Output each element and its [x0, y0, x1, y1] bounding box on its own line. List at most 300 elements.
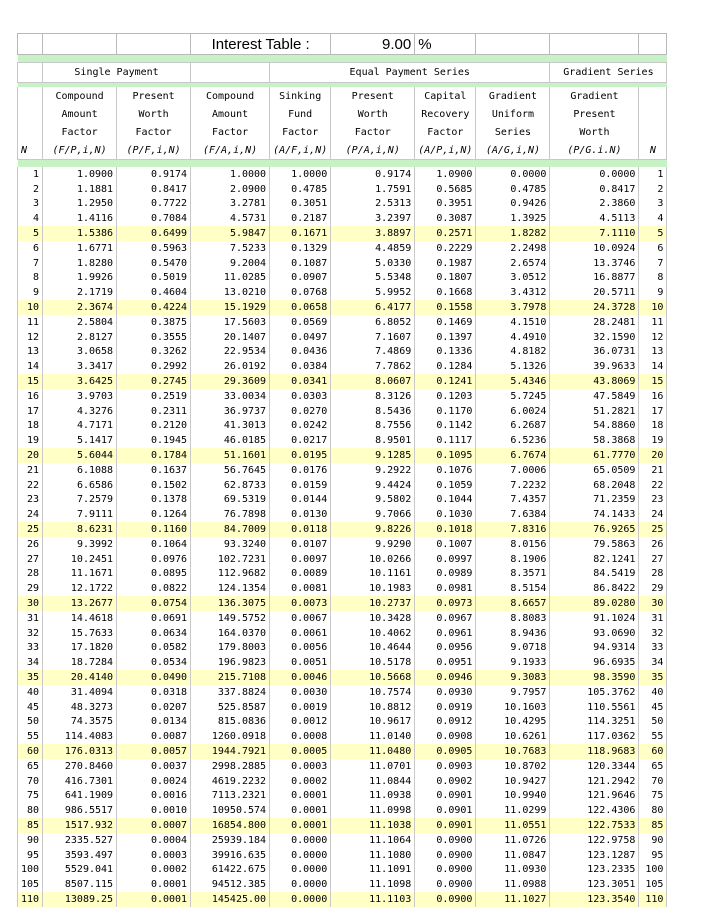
row-n: 110	[18, 892, 43, 907]
row-n: 80	[18, 803, 43, 818]
factor-cell: 7.0006	[476, 463, 550, 478]
factor-cell: 0.1397	[415, 330, 476, 345]
factor-cell: 123.2335	[550, 862, 639, 877]
factor-cell: 0.3875	[117, 315, 191, 330]
factor-cell: 0.8417	[550, 182, 639, 197]
factor-cell: 7.8316	[476, 522, 550, 537]
factor-cell: 93.0690	[550, 626, 639, 641]
column-header-l1: Present	[117, 87, 191, 105]
factor-cell: 1.0000	[191, 167, 270, 182]
factor-cell: 7.1607	[331, 330, 415, 345]
factor-cell: 0.1502	[117, 478, 191, 493]
factor-cell: 0.2519	[117, 389, 191, 404]
factor-cell: 7.1110	[550, 226, 639, 241]
factor-cell: 10.2451	[43, 552, 117, 567]
factor-cell: 11.0930	[476, 862, 550, 877]
factor-cell: 0.0900	[415, 892, 476, 907]
row-n-right: 21	[639, 463, 667, 478]
factor-cell: 6.1088	[43, 463, 117, 478]
factor-cell: 0.0582	[117, 641, 191, 656]
factor-cell: 2.1719	[43, 285, 117, 300]
table-row	[18, 507, 667, 522]
row-n: 105	[18, 877, 43, 892]
row-n: 18	[18, 419, 43, 434]
table-row	[18, 729, 667, 744]
column-header-l1: Compound	[43, 87, 117, 105]
factor-cell: 0.0005	[270, 744, 331, 759]
hdr-n-blank	[18, 105, 43, 123]
factor-cell: 7.7862	[331, 359, 415, 374]
factor-cell: 0.0097	[270, 552, 331, 567]
factor-cell: 47.5849	[550, 389, 639, 404]
factor-cell: 16.8877	[550, 271, 639, 286]
column-header-l1: Gradient	[550, 87, 639, 105]
title-blank-2	[117, 34, 191, 55]
column-header-l3: Factor	[270, 123, 331, 141]
factor-cell: 1.7591	[331, 182, 415, 197]
factor-cell: 11.0285	[191, 271, 270, 286]
column-header-notation: (A/F,i,N)	[270, 141, 331, 160]
row-n-right: 15	[639, 374, 667, 389]
row-n-right: 16	[639, 389, 667, 404]
table-row	[18, 581, 667, 596]
factor-cell: 8.6657	[476, 596, 550, 611]
factor-cell: 0.0000	[270, 892, 331, 907]
factor-cell: 1.1881	[43, 182, 117, 197]
factor-cell: 0.3087	[415, 211, 476, 226]
factor-cell: 0.0384	[270, 359, 331, 374]
factor-cell: 164.0370	[191, 626, 270, 641]
factor-cell: 0.0901	[415, 818, 476, 833]
factor-cell: 11.0299	[476, 803, 550, 818]
table-row	[18, 655, 667, 670]
row-n: 3	[18, 197, 43, 212]
row-n-right: 17	[639, 404, 667, 419]
factor-cell: 0.0534	[117, 655, 191, 670]
row-n: 5	[18, 226, 43, 241]
column-header-notation: (F/A,i,N)	[191, 141, 270, 160]
factor-cell: 0.0341	[270, 374, 331, 389]
factor-cell: 0.9174	[117, 167, 191, 182]
factor-cell: 0.0981	[415, 581, 476, 596]
row-n-right: 2	[639, 182, 667, 197]
factor-cell: 525.8587	[191, 700, 270, 715]
factor-cell: 36.0731	[550, 345, 639, 360]
factor-cell: 114.3251	[550, 714, 639, 729]
factor-cell: 10.1161	[331, 567, 415, 582]
factor-cell: 0.5019	[117, 271, 191, 286]
factor-cell: 0.0081	[270, 581, 331, 596]
factor-cell: 0.0061	[270, 626, 331, 641]
factor-cell: 0.2992	[117, 359, 191, 374]
factor-cell: 2.8127	[43, 330, 117, 345]
row-n-right: 31	[639, 611, 667, 626]
row-n: 16	[18, 389, 43, 404]
row-n: 22	[18, 478, 43, 493]
factor-cell: 2.6574	[476, 256, 550, 271]
table-row	[18, 374, 667, 389]
factor-cell: 11.1098	[331, 877, 415, 892]
group-gradient: Gradient Series	[550, 63, 667, 83]
title-blank-8	[550, 34, 639, 55]
factor-cell: 0.0997	[415, 552, 476, 567]
factor-cell: 7.9111	[43, 507, 117, 522]
column-header-l3: Series	[476, 123, 550, 141]
column-header-l1: Capital	[415, 87, 476, 105]
factor-cell: 0.0000	[270, 877, 331, 892]
factor-cell: 8.9501	[331, 433, 415, 448]
column-header-l1: Gradient	[476, 87, 550, 105]
factor-cell: 145425.00	[191, 892, 270, 907]
factor-cell: 1.0900	[43, 167, 117, 182]
row-n-right: 28	[639, 567, 667, 582]
row-n: 14	[18, 359, 43, 374]
factor-cell: 8.5436	[331, 404, 415, 419]
factor-cell: 0.1160	[117, 522, 191, 537]
factor-cell: 117.0362	[550, 729, 639, 744]
factor-cell: 121.9646	[550, 788, 639, 803]
factor-cell: 74.3575	[43, 714, 117, 729]
factor-cell: 0.0056	[270, 641, 331, 656]
row-n-right: 100	[639, 862, 667, 877]
factor-cell: 10.0924	[550, 241, 639, 256]
factor-cell: 0.5470	[117, 256, 191, 271]
factor-cell: 5.0330	[331, 256, 415, 271]
row-n-right: 85	[639, 818, 667, 833]
factor-cell: 7.4357	[476, 493, 550, 508]
factor-cell: 96.6935	[550, 655, 639, 670]
factor-cell: 11.1671	[43, 567, 117, 582]
factor-cell: 0.0002	[117, 862, 191, 877]
factor-cell: 0.1241	[415, 374, 476, 389]
factor-cell: 0.0207	[117, 700, 191, 715]
factor-cell: 0.1945	[117, 433, 191, 448]
hdr-n-blank	[639, 105, 667, 123]
table-row	[18, 419, 667, 434]
factor-cell: 5.4346	[476, 374, 550, 389]
table-row	[18, 330, 667, 345]
factor-cell: 0.0956	[415, 641, 476, 656]
factor-cell: 0.2745	[117, 374, 191, 389]
factor-cell: 13.0210	[191, 285, 270, 300]
row-n: 50	[18, 714, 43, 729]
title-blank-n	[18, 34, 43, 55]
row-n: 4	[18, 211, 43, 226]
row-n: 12	[18, 330, 43, 345]
factor-cell: 65.0509	[550, 463, 639, 478]
factor-cell: 0.1203	[415, 389, 476, 404]
factor-cell: 0.1284	[415, 359, 476, 374]
factor-cell: 0.0002	[270, 774, 331, 789]
row-n-right: 12	[639, 330, 667, 345]
factor-cell: 122.4306	[550, 803, 639, 818]
row-n: 85	[18, 818, 43, 833]
factor-cell: 123.3051	[550, 877, 639, 892]
factor-cell: 0.0901	[415, 803, 476, 818]
factor-cell: 0.3262	[117, 345, 191, 360]
factor-cell: 9.7957	[476, 685, 550, 700]
factor-cell: 10.8812	[331, 700, 415, 715]
factor-cell: 0.1987	[415, 256, 476, 271]
factor-cell: 0.0118	[270, 522, 331, 537]
factor-cell: 0.0497	[270, 330, 331, 345]
table-row	[18, 359, 667, 374]
factor-cell: 8.9436	[476, 626, 550, 641]
column-header-l2: Uniform	[476, 105, 550, 123]
factor-cell: 0.0961	[415, 626, 476, 641]
factor-cell: 11.1080	[331, 848, 415, 863]
factor-cell: 0.0973	[415, 596, 476, 611]
row-n-right: 32	[639, 626, 667, 641]
row-n: 90	[18, 833, 43, 848]
row-n: 32	[18, 626, 43, 641]
factor-cell: 0.0107	[270, 537, 331, 552]
factor-cell: 94512.385	[191, 877, 270, 892]
factor-cell: 10.1983	[331, 581, 415, 596]
row-n: 17	[18, 404, 43, 419]
table-row	[18, 744, 667, 759]
row-n-right: 14	[639, 359, 667, 374]
factor-cell: 32.1590	[550, 330, 639, 345]
factor-cell: 0.1142	[415, 419, 476, 434]
factor-cell: 416.7301	[43, 774, 117, 789]
row-n-right: 18	[639, 419, 667, 434]
factor-cell: 0.9174	[331, 167, 415, 182]
factor-cell: 3.7978	[476, 300, 550, 315]
table-title: Interest Table :	[191, 34, 331, 55]
row-n: 1	[18, 167, 43, 182]
row-n: 19	[18, 433, 43, 448]
factor-cell: 51.2821	[550, 404, 639, 419]
factor-cell: 25939.184	[191, 833, 270, 848]
factor-cell: 0.0030	[270, 685, 331, 700]
factor-cell: 7.5233	[191, 241, 270, 256]
factor-cell: 0.0012	[270, 714, 331, 729]
table-row	[18, 493, 667, 508]
factor-cell: 120.3344	[550, 759, 639, 774]
factor-cell: 28.2481	[550, 315, 639, 330]
factor-cell: 10.7574	[331, 685, 415, 700]
factor-cell: 8.3571	[476, 567, 550, 582]
factor-cell: 0.1264	[117, 507, 191, 522]
factor-cell: 4.4859	[331, 241, 415, 256]
factor-cell: 9.8226	[331, 522, 415, 537]
factor-cell: 0.0436	[270, 345, 331, 360]
factor-cell: 8507.115	[43, 877, 117, 892]
factor-cell: 10.0266	[331, 552, 415, 567]
table-row	[18, 315, 667, 330]
factor-cell: 10.3428	[331, 611, 415, 626]
table-row	[18, 862, 667, 877]
factor-cell: 12.1722	[43, 581, 117, 596]
factor-cell: 0.0008	[270, 729, 331, 744]
factor-cell: 11.0938	[331, 788, 415, 803]
factor-cell: 5.6044	[43, 448, 117, 463]
factor-cell: 11.1027	[476, 892, 550, 907]
title-blank-n2	[639, 34, 667, 55]
factor-cell: 3.0512	[476, 271, 550, 286]
factor-cell: 0.0919	[415, 700, 476, 715]
factor-cell: 0.0016	[117, 788, 191, 803]
row-n: 10	[18, 300, 43, 315]
factor-cell: 82.1241	[550, 552, 639, 567]
factor-cell: 0.0569	[270, 315, 331, 330]
factor-cell: 4.1510	[476, 315, 550, 330]
factor-cell: 2.5804	[43, 315, 117, 330]
row-n: 70	[18, 774, 43, 789]
factor-cell: 0.1018	[415, 522, 476, 537]
row-n: 40	[18, 685, 43, 700]
factor-cell: 1260.0918	[191, 729, 270, 744]
factor-cell: 58.3868	[550, 433, 639, 448]
factor-cell: 0.5963	[117, 241, 191, 256]
table-row	[18, 478, 667, 493]
factor-cell: 5.9847	[191, 226, 270, 241]
table-row	[18, 404, 667, 419]
factor-cell: 62.8733	[191, 478, 270, 493]
factor-cell: 0.0490	[117, 670, 191, 685]
factor-cell: 0.4785	[476, 182, 550, 197]
row-n-right: 26	[639, 537, 667, 552]
factor-cell: 815.0836	[191, 714, 270, 729]
factor-cell: 0.8417	[117, 182, 191, 197]
row-n-right: 35	[639, 670, 667, 685]
factor-cell: 10.9940	[476, 788, 550, 803]
factor-cell: 6.8052	[331, 315, 415, 330]
factor-cell: 0.0905	[415, 744, 476, 759]
table-row	[18, 182, 667, 197]
column-header-notation: (P/F,i,N)	[117, 141, 191, 160]
factor-cell: 3.4312	[476, 285, 550, 300]
factor-cell: 0.0010	[117, 803, 191, 818]
column-header-l2: Worth	[331, 105, 415, 123]
factor-cell: 0.0967	[415, 611, 476, 626]
row-n: 13	[18, 345, 43, 360]
factor-cell: 0.0895	[117, 567, 191, 582]
table-row	[18, 256, 667, 271]
factor-cell: 56.7645	[191, 463, 270, 478]
factor-cell: 0.0073	[270, 596, 331, 611]
factor-cell: 0.0130	[270, 507, 331, 522]
factor-cell: 86.8422	[550, 581, 639, 596]
factor-cell: 0.0001	[270, 803, 331, 818]
factor-cell: 4.3276	[43, 404, 117, 419]
factor-cell: 10.9617	[331, 714, 415, 729]
factor-cell: 7.2232	[476, 478, 550, 493]
column-header-notation: (P/A,i,N)	[331, 141, 415, 160]
factor-cell: 11.0140	[331, 729, 415, 744]
column-header-l3: Factor	[331, 123, 415, 141]
factor-cell: 0.0903	[415, 759, 476, 774]
factor-cell: 0.1329	[270, 241, 331, 256]
factor-cell: 0.6499	[117, 226, 191, 241]
n-header-right: N	[639, 141, 667, 160]
factor-cell: 0.0003	[117, 848, 191, 863]
factor-cell: 136.3075	[191, 596, 270, 611]
factor-cell: 0.1558	[415, 300, 476, 315]
factor-cell: 9.4424	[331, 478, 415, 493]
table-row	[18, 567, 667, 582]
row-n: 75	[18, 788, 43, 803]
factor-cell: 10.2737	[331, 596, 415, 611]
factor-cell: 84.5419	[550, 567, 639, 582]
row-n-right: 50	[639, 714, 667, 729]
factor-cell: 3.0658	[43, 345, 117, 360]
row-n-right: 90	[639, 833, 667, 848]
column-header-l3: Factor	[191, 123, 270, 141]
table-row	[18, 611, 667, 626]
factor-cell: 89.0280	[550, 596, 639, 611]
factor-cell: 0.0303	[270, 389, 331, 404]
factor-cell: 3.3417	[43, 359, 117, 374]
factor-cell: 0.0908	[415, 729, 476, 744]
row-n: 26	[18, 537, 43, 552]
factor-cell: 5.1417	[43, 433, 117, 448]
row-n-right: 4	[639, 211, 667, 226]
factor-cell: 0.1059	[415, 478, 476, 493]
row-n: 8	[18, 271, 43, 286]
factor-cell: 0.1784	[117, 448, 191, 463]
row-n: 2	[18, 182, 43, 197]
row-n-right: 20	[639, 448, 667, 463]
factor-cell: 0.2229	[415, 241, 476, 256]
factor-cell: 0.0000	[476, 167, 550, 182]
factor-cell: 0.1637	[117, 463, 191, 478]
table-row	[18, 626, 667, 641]
factor-cell: 1.4116	[43, 211, 117, 226]
factor-cell: 0.3051	[270, 197, 331, 212]
factor-cell: 0.0046	[270, 670, 331, 685]
factor-cell: 5529.041	[43, 862, 117, 877]
table-row	[18, 448, 667, 463]
row-n: 9	[18, 285, 43, 300]
factor-cell: 0.1117	[415, 433, 476, 448]
table-row	[18, 211, 667, 226]
factor-cell: 17.1820	[43, 641, 117, 656]
row-n: 65	[18, 759, 43, 774]
table-row	[18, 345, 667, 360]
factor-cell: 118.9683	[550, 744, 639, 759]
row-n-right: 70	[639, 774, 667, 789]
group-blank	[191, 63, 270, 83]
factor-cell: 69.5319	[191, 493, 270, 508]
factor-cell: 7113.2321	[191, 788, 270, 803]
factor-cell: 9.1285	[331, 448, 415, 463]
factor-cell: 0.0195	[270, 448, 331, 463]
factor-cell: 10.9427	[476, 774, 550, 789]
row-n: 6	[18, 241, 43, 256]
factor-cell: 0.0822	[117, 581, 191, 596]
table-row	[18, 877, 667, 892]
column-header-l2: Recovery	[415, 105, 476, 123]
factor-cell: 0.0270	[270, 404, 331, 419]
factor-cell: 5.5348	[331, 271, 415, 286]
row-n: 35	[18, 670, 43, 685]
factor-cell: 122.7533	[550, 818, 639, 833]
factor-cell: 2.2498	[476, 241, 550, 256]
factor-cell: 112.9682	[191, 567, 270, 582]
factor-cell: 9.7066	[331, 507, 415, 522]
factor-cell: 121.2942	[550, 774, 639, 789]
factor-cell: 0.7084	[117, 211, 191, 226]
factor-cell: 0.0242	[270, 419, 331, 434]
factor-cell: 0.0907	[270, 271, 331, 286]
factor-cell: 11.1091	[331, 862, 415, 877]
factor-cell: 0.1044	[415, 493, 476, 508]
factor-cell: 0.2120	[117, 419, 191, 434]
factor-cell: 18.7284	[43, 655, 117, 670]
table-row	[18, 848, 667, 863]
